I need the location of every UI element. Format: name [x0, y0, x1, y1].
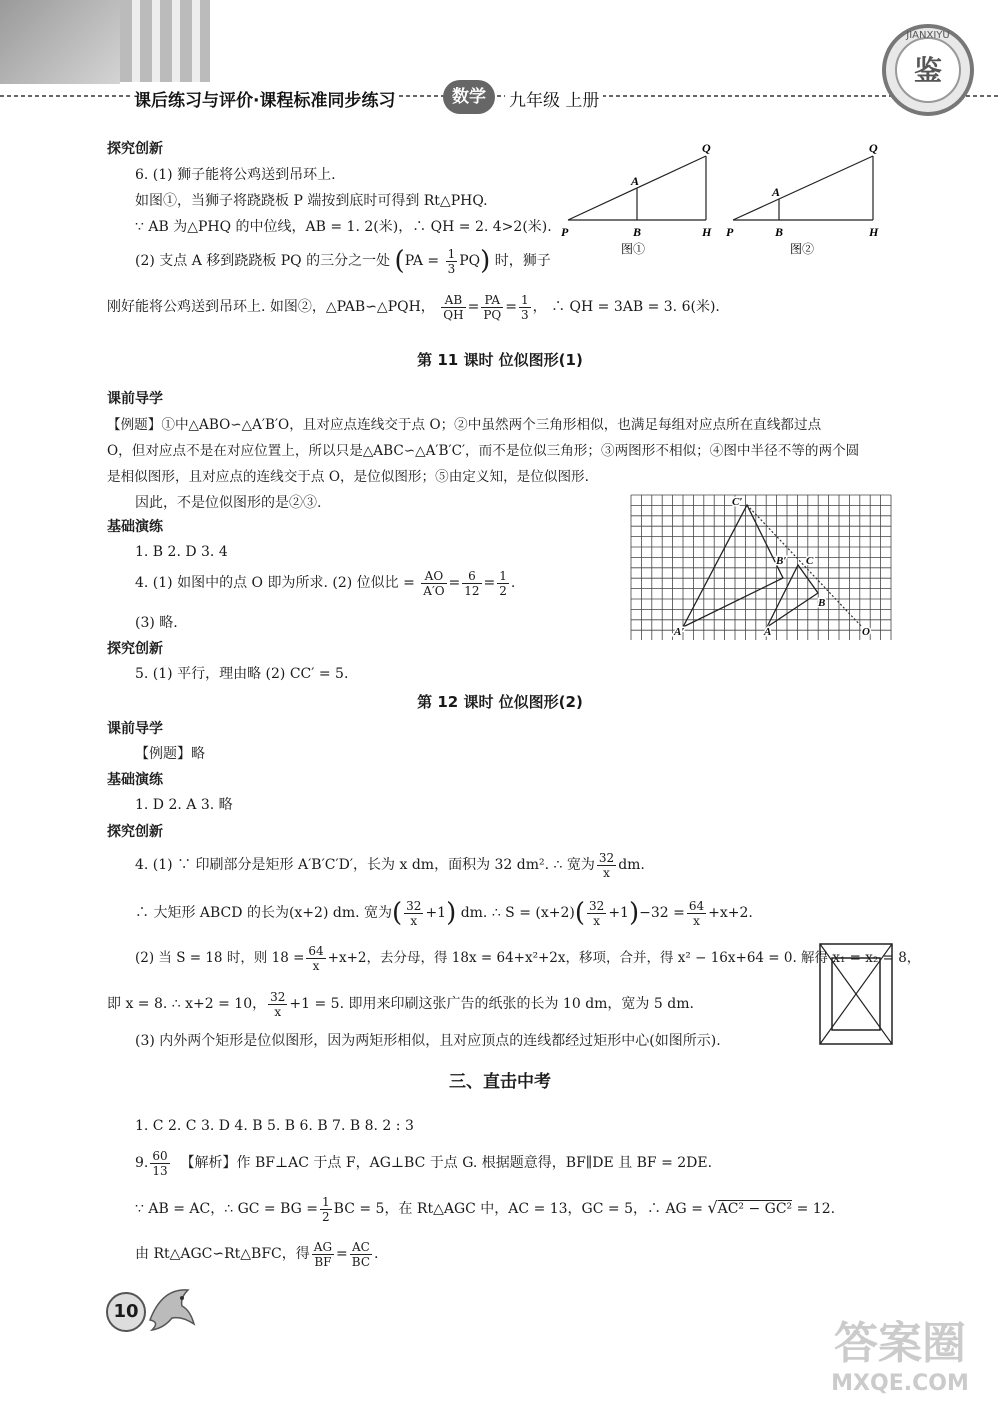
watermark: 答案圈 MXQE.COM — [831, 1318, 969, 1396]
lesson11-q5: 5. (1) 平行，理由略 (2) CC′ = 5. — [135, 666, 349, 682]
svg-text:图②: 图② — [790, 242, 815, 256]
lesson11-example-3: 是相似图形，且对应点的连线交于点 O，是位似图形；⑤由定义知，是位似图形. — [107, 469, 589, 485]
figure-2 — [726, 141, 879, 256]
lesson12-q4-line1: 4. (1) ∵ 印刷部分是矩形 A′B′C′D′，长为 x dm，面积为 32 dm². ∴ 宽为 $\frac{32}{x}$ dm. — [135, 850, 645, 880]
lesson12-example: 【例题】略 — [135, 746, 205, 762]
exam-q9-line1: 9. $\frac{60}{13}$ 【解析】作 BF⊥AC 于点 F，AG⊥BC 于点 G. 根据题意得，BF∥DE 且 BF = 2DE. — [135, 1148, 713, 1178]
lesson11-example-2: O，但对应点不是在对应位置上，所以只是△ABC∽△A′B′C′，而不是位似三角形；③两图形不相似；④图中半径不等的两个圆 — [107, 443, 860, 459]
lesson12-q4-line2: ∴ 大矩形 ABCD 的长为(x+2) dm. 宽为( $\frac{32}{x}$ +1) dm. ∴ S = (x+2)( $\frac{32}{x}$ +1)−32 = $\frac{64}{x}$ +x+2. — [135, 898, 753, 928]
header-grade: 九年级 上册 — [505, 86, 603, 111]
dolphin-icon — [142, 1280, 202, 1340]
lesson12-q4-line3: (2) 当 S = 18 时，则 18 = $\frac{64}{x}$ +x+2，去分母，得 18x = 64+x²+2x，移项，合并，得 x² − 16x+64 = 0. 解得 x₁ = x₂ = 8， — [135, 944, 921, 973]
q6-line-3: ∵ AB 为△PHQ 的中位线，AB = 1. 2(米)，∴ QH = 2. 4>2(米). — [135, 219, 552, 235]
svg-text:B′: B′ — [776, 555, 787, 567]
svg-text:A: A — [772, 185, 781, 199]
exam-q9-line3: 由 Rt△AGC∽Rt△BFC，得 $\frac{AG}{BF}$ = $\frac{AC}{BC}$ . — [135, 1239, 379, 1269]
q6-line-5: 刚好能将公鸡送到吊环上. 如图②，△PAB∽△PQH， $\frac{AB}{QH}$ = $\frac{PA}{PQ}$ = $\frac{1}{3}$ ， ∴ QH = 3AB = 3. 6(米). — [107, 292, 720, 322]
lesson12-basic-heading: 基础演练 — [107, 772, 163, 788]
seesaw-figures — [558, 138, 898, 263]
svg-text:A: A — [764, 626, 772, 638]
svg-text:C′: C′ — [732, 496, 743, 508]
lesson11-title: 第 11 课时 位似图形(1) — [417, 351, 583, 369]
q6-line-1: 6. (1) 狮子能将公鸡送到吊环上. — [135, 167, 336, 183]
q6-line-2: 如图①，当狮子将跷跷板 P 端按到底时可得到 Rt△PHQ. — [135, 193, 488, 209]
nested-rectangles-figure — [818, 942, 894, 1046]
lesson11-basic-heading: 基础演练 — [107, 519, 163, 535]
q6-line-4: (2) 支点 A 移到跷跷板 PQ 的三分之一处 (PA = $\frac{1}{3}$ PQ) 时，狮子 — [135, 246, 551, 276]
figure-1 — [561, 141, 712, 256]
lesson11-q4-3: (3) 略. — [135, 615, 178, 631]
lesson12-explore-heading: 探究创新 — [107, 824, 163, 840]
svg-text:B: B — [818, 597, 826, 609]
svg-text:P: P — [561, 225, 569, 239]
lesson11-basic-answers: 1. B 2. D 3. 4 — [135, 544, 228, 560]
svg-text:O: O — [862, 626, 870, 638]
svg-text:鉴: 鉴 — [913, 54, 943, 87]
svg-text:B: B — [775, 225, 784, 239]
svg-text:Q: Q — [869, 141, 878, 155]
header-corner-shade — [0, 0, 120, 84]
logo-seal-icon — [878, 20, 978, 120]
explore-heading-1: 探究创新 — [107, 141, 163, 157]
svg-text:图①: 图① — [621, 242, 646, 256]
fraction: $\frac{1}{3}$ — [447, 246, 456, 276]
header-stripes — [120, 0, 210, 82]
svg-text:A: A — [631, 174, 640, 188]
exam-q9-line2: ∵ AB = AC，∴ GC = BG = $\frac{1}{2}$ BC = 5，在 Rt△AGC 中，AC = 13，GC = 5，∴ AG = √AC² − GC² = 12. — [135, 1194, 836, 1224]
lesson12-q4-line5: (3) 内外两个矩形是位似图形，因为两矩形相似，且对应顶点的连线都经过矩形中心(如图所示). — [135, 1033, 721, 1049]
exam-heading: 三、直击中考 — [449, 1072, 551, 1092]
header-subject-badge: 数学 — [443, 80, 495, 114]
lesson12-title: 第 12 课时 位似图形(2) — [417, 693, 583, 711]
svg-text:P: P — [726, 225, 734, 239]
lesson12-basic-answers: 1. D 2. A 3. 略 — [135, 797, 233, 813]
svg-text:JIANXIYU: JIANXIYU — [906, 30, 950, 41]
svg-text:H: H — [869, 225, 879, 239]
exam-answers: 1. C 2. C 3. D 4. B 5. B 6. B 7. B 8. 2 : 3 — [135, 1118, 414, 1134]
lesson11-preview-heading: 课前导学 — [107, 391, 163, 407]
svg-text:B: B — [633, 225, 642, 239]
svg-text:C: C — [806, 555, 814, 567]
lesson12-q4-line4: 即 x = 8. ∴ x+2 = 10， $\frac{32}{x}$ +1 = 5. 即用来印刷这张广告的纸张的长为 10 dm，宽为 5 dm. — [107, 989, 694, 1019]
homothety-grid-figure — [630, 494, 892, 640]
lesson11-q4: 4. (1) 如图中的点 O 即为所求. (2) 位似比 = $\frac{AO}{A'O}$ = $\frac{6}{12}$ = $\frac{1}{2}$ . — [135, 568, 516, 598]
header-title: 课后练习与评价·课程标准同步练习 — [130, 86, 399, 111]
svg-text:A′: A′ — [674, 626, 685, 638]
lesson11-example-1: 【例题】①中△ABO∽△A′B′O，且对应点连线交于点 O；②中虽然两个三角形相似，也满足每组对应点所在直线都过点 — [107, 417, 822, 433]
svg-text:H: H — [702, 225, 712, 239]
lesson11-explore-heading: 探究创新 — [107, 641, 163, 657]
lesson12-preview-heading: 课前导学 — [107, 721, 163, 737]
sqrt-expression: √AC² − GC² — [707, 1198, 793, 1217]
page-number: 10 — [106, 1292, 146, 1332]
lesson11-example-4: 因此，不是位似图形的是②③. — [135, 495, 322, 511]
svg-text:Q: Q — [702, 141, 711, 155]
